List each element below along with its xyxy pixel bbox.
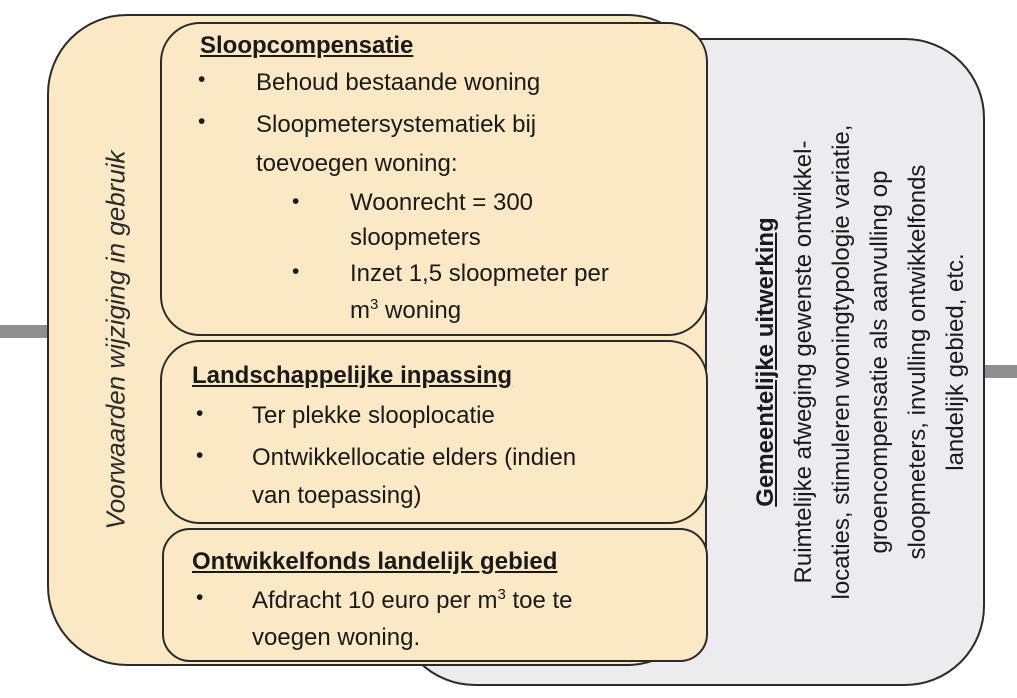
sub-list-item-continuation: $m^3$ woning: [350, 296, 462, 324]
sub-list-item-continuation: sloopmeters: [350, 224, 481, 251]
bullet-icon: •: [196, 444, 204, 467]
list-item: Sloopmetersystematiek bij: [256, 111, 537, 138]
list-item-continuation: toevoegen woning:: [256, 150, 458, 177]
list-item: Ter plekke slooplocatie: [252, 402, 495, 429]
municipal-elaboration-line: sloopmeters, invulling ontwikkelfonds: [904, 164, 931, 560]
municipal-elaboration-line: Ruimtelijke afweging gewenste ontwikkel-: [790, 140, 817, 584]
bullet-icon: •: [196, 586, 204, 609]
landschappelijke-inpassing-box: [160, 340, 708, 524]
ontwikkelfonds-title: Ontwikkelfonds landelijk gebied: [192, 548, 558, 575]
municipal-elaboration-line: locaties, stimuleren woningtypologie variatie,: [828, 124, 855, 600]
municipal-elaboration-text: [747, 52, 975, 672]
bullet-icon: •: [196, 402, 204, 425]
right-connector-line: [985, 365, 1017, 378]
left-connector-line: [0, 325, 48, 338]
list-item: Ontwikkellocatie elders (indien: [252, 444, 577, 471]
landschappelijke-inpassing-title: Landschappelijke inpassing: [192, 362, 513, 389]
ontwikkelfonds-box: [162, 528, 708, 662]
list-item-continuation: voegen woning.: [252, 624, 421, 651]
list-item-continuation: van toepassing): [252, 482, 422, 509]
sub-list-item: Woonrecht = 300: [350, 189, 534, 216]
conditions-vertical-label: Voorwaarden wijziging in gebruik: [100, 150, 131, 530]
sloopcompensatie-box: [160, 22, 708, 336]
municipal-elaboration-title: Gemeentelijke uitwerking: [752, 217, 779, 507]
bullet-icon: •: [292, 190, 300, 213]
bullet-icon: •: [198, 110, 206, 133]
bullet-icon: •: [292, 260, 300, 283]
list-item: Afdracht 10 euro per $m^3$ toe te: [252, 586, 573, 614]
municipal-elaboration-line: landelijk gebied, etc.: [942, 253, 969, 471]
sub-list-item: Inzet 1,5 sloopmeter per: [350, 260, 609, 287]
municipal-elaboration-line: groencompensatie als aanvulling op: [866, 170, 893, 554]
bullet-icon: •: [198, 68, 206, 91]
sloopcompensatie-title: Sloopcompensatie: [200, 32, 414, 59]
list-item: Behoud bestaande woning: [256, 69, 541, 96]
